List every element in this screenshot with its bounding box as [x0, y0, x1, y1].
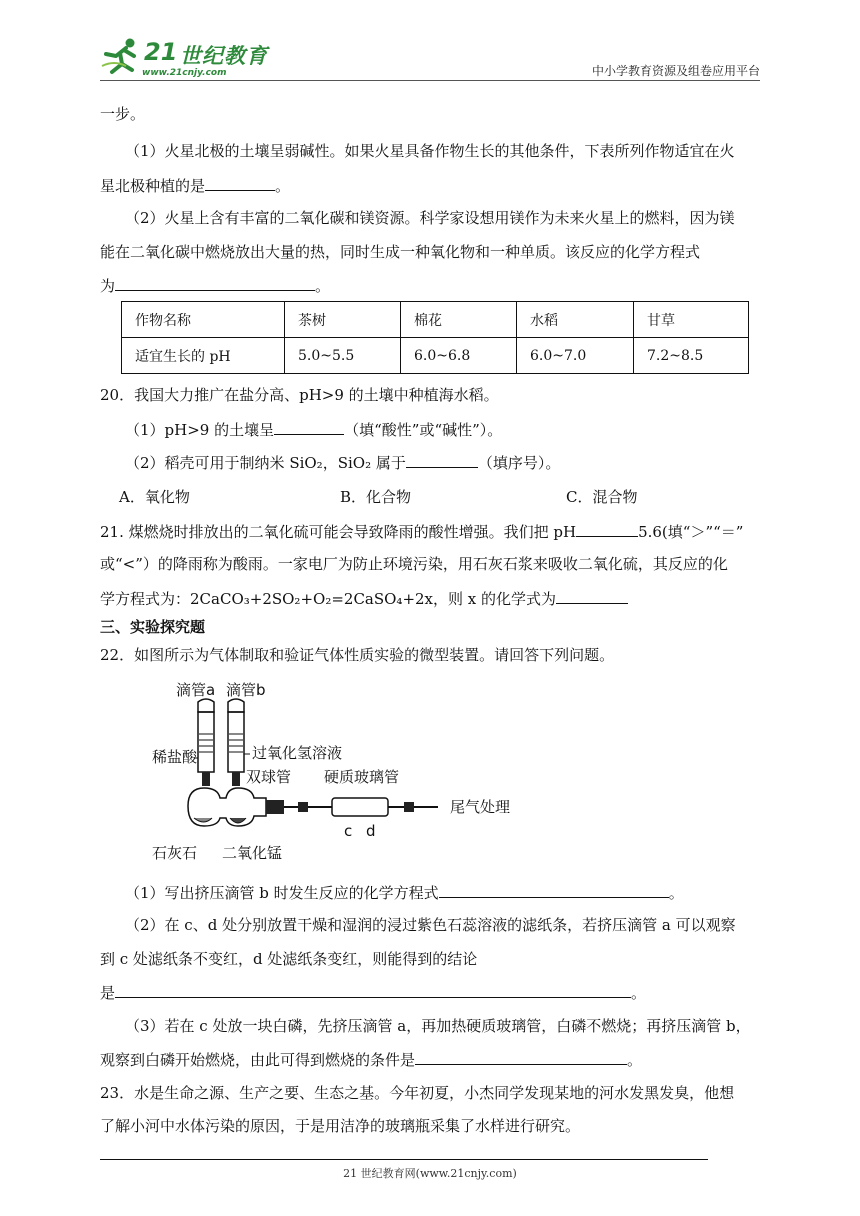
text: 星北极种植的是 — [100, 177, 206, 195]
answer-blank[interactable] — [576, 521, 638, 537]
page-footer: 21 世纪教育网(www.21cnjy.com) — [343, 1167, 517, 1180]
q19-part1: （1）火星北极的土壤呈弱碱性。如果火星具备作物生长的其他条件，下表所列作物适宜在火 — [125, 142, 735, 160]
text: （填“酸性”或“碱性”）。 — [344, 421, 503, 439]
logo-text: 世纪教育 — [180, 44, 268, 68]
label-mno2: 二氧化锰 — [222, 844, 283, 862]
label-double-bulb: 双球管 — [246, 768, 292, 786]
label-exhaust: 尾气处理 — [450, 798, 511, 816]
text: 。 — [315, 277, 331, 295]
text: 。 — [668, 884, 684, 902]
text: （2）稻壳可用于制纳米 SiO₂，SiO₂ 属于 — [125, 454, 406, 472]
text-line: 一步。 — [100, 105, 146, 123]
answer-blank[interactable] — [406, 452, 478, 468]
question-22: 22．如图所示为气体制取和验证气体性质实验的微型装置。请回答下列问题。 — [100, 646, 615, 664]
answer-blank[interactable] — [115, 275, 315, 291]
text-line: 或“<”）的降雨称为酸雨。一家电厂为防止环境污染，用石灰石浆来吸收二氧化硫，其反应的化 — [100, 555, 728, 573]
section-title: 三、实验探究题 — [100, 618, 206, 636]
table-cell: 6.0~6.8 — [401, 338, 517, 374]
answer-blank[interactable] — [556, 588, 628, 604]
q21-answer-line — [100, 588, 760, 609]
q19-part2: （2）火星上含有丰富的二氧化碳和镁资源。科学家设想用镁作为未来火星上的燃料，因为镁 — [125, 209, 735, 227]
text: 观察到白磷开始燃烧，由此可得到燃烧的条件是 — [100, 1051, 416, 1069]
table-cell: 作物名称 — [122, 302, 285, 338]
table-cell: 水稻 — [517, 302, 634, 338]
answer-blank[interactable] — [415, 1049, 627, 1065]
header-divider — [100, 80, 760, 81]
label-hard-glass: 硬质玻璃管 — [324, 768, 400, 786]
q22-part2-answer-line — [100, 982, 760, 1003]
table-row — [122, 338, 749, 374]
text-line: 到 c 处滤纸条不变红，d 处滤纸条变红，则能得到的结论 — [100, 950, 478, 968]
table-cell: 甘草 — [634, 302, 749, 338]
q19-part1-answer-line — [100, 175, 760, 196]
option-a[interactable]: A．氧化物 — [119, 488, 190, 506]
text-line: 了解小河中水体污染的原因，于是用洁净的玻璃瓶采集了水样进行研究。 — [100, 1117, 581, 1135]
table-cell: 5.0~5.5 — [285, 338, 401, 374]
q22-part3: （3）若在 c 处放一块白磷，先挤压滴管 a，再加热硬质玻璃管，白磷不燃烧；再挤压滴管 b， — [125, 1017, 751, 1035]
question-23: 23．水是生命之源、生产之要、生态之基。今年初夏，小杰同学发现某地的河水发黑发臭，他想 — [100, 1084, 735, 1102]
text: 是 — [100, 984, 116, 1002]
label-d: d — [366, 822, 376, 840]
answer-blank[interactable] — [115, 982, 631, 998]
platform-name: 中小学教育资源及组卷应用平台 — [591, 64, 760, 78]
q19-part2-answer-line — [100, 275, 760, 296]
site-logo — [100, 36, 270, 76]
text: 为 — [100, 277, 116, 295]
table-cell: 适宜生长的 pH — [122, 338, 285, 374]
text: 21. 煤燃烧时排放出的二氧化硫可能会导致降雨的酸性增强。我们把 pH — [100, 523, 577, 541]
option-b[interactable]: B．化合物 — [340, 488, 412, 506]
logo-url: www.21cnjy.com — [142, 68, 227, 78]
q22-part3-answer-line — [100, 1049, 760, 1070]
table-cell: 6.0~7.0 — [517, 338, 634, 374]
text: 学方程式为：2CaCO₃+2SO₂+O₂=2CaSO₄+2x，则 x 的化学式为 — [100, 590, 557, 608]
label-tube-a: 滴管a — [176, 681, 216, 699]
table-cell: 棉花 — [401, 302, 517, 338]
q22-part2: （2）在 c、d 处分别放置干燥和湿润的浸过紫色石蕊溶液的滤纸条，若挤压滴管 a 可以观察 — [125, 916, 736, 934]
text: 。 — [631, 984, 647, 1002]
text: （1）写出挤压滴管 b 时发生反应的化学方程式 — [125, 884, 439, 902]
table-cell: 7.2~8.5 — [634, 338, 749, 374]
question-20: 20．我国大力推广在盐分高、pH>9 的土壤中种植海水稻。 — [100, 386, 499, 404]
text: （1）pH>9 的土壤呈 — [125, 421, 275, 439]
page-header — [100, 28, 760, 80]
question-21 — [100, 521, 760, 542]
footer-divider — [100, 1159, 708, 1160]
answer-blank[interactable] — [439, 882, 669, 898]
answer-blank[interactable] — [274, 419, 344, 435]
option-c[interactable]: C．混合物 — [566, 488, 638, 506]
text: 。 — [275, 177, 291, 195]
crop-ph-table — [121, 301, 749, 374]
apparatus-diagram — [148, 676, 528, 866]
text: （填序号）。 — [477, 454, 561, 472]
table-cell: 茶树 — [285, 302, 401, 338]
runner-icon — [100, 36, 144, 76]
text: 5.6(填“＞”“＝” — [638, 523, 744, 541]
q20-part2 — [125, 452, 785, 473]
label-tube-b: 滴管b — [226, 681, 266, 699]
label-limestone: 石灰石 — [152, 844, 198, 862]
logo-number: 21 — [144, 38, 178, 66]
q20-part1 — [125, 419, 785, 440]
text: 。 — [627, 1051, 643, 1069]
table-row — [122, 302, 749, 338]
answer-blank[interactable] — [205, 175, 275, 191]
label-h2o2: 过氧化氢溶液 — [252, 744, 343, 762]
label-dilute-hcl: 稀盐酸 — [152, 748, 198, 766]
label-c: c — [344, 822, 353, 840]
q22-part1 — [125, 882, 785, 903]
text-line: 能在二氧化碳中燃烧放出大量的热，同时生成一种氧化物和一种单质。该反应的化学方程式 — [100, 243, 701, 261]
